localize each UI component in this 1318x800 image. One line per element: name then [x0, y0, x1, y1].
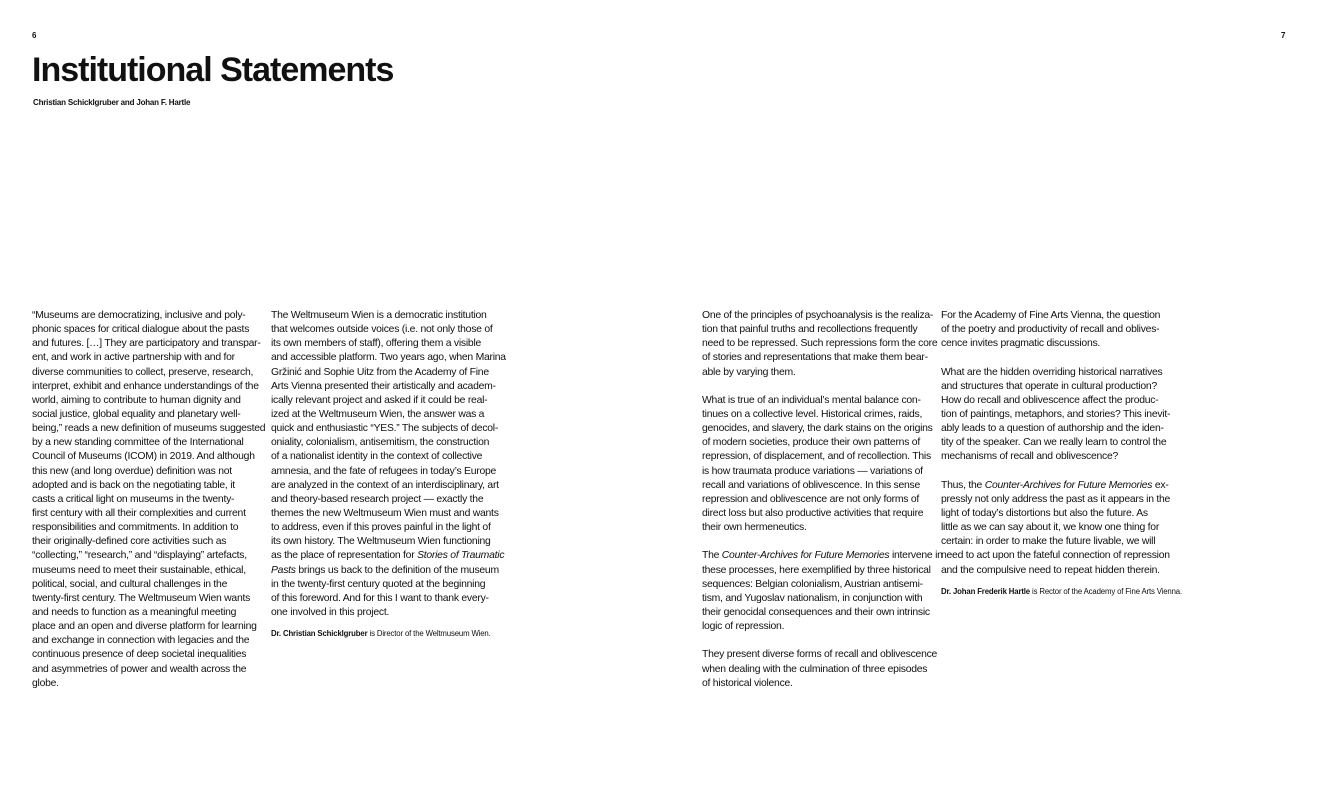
text-line: to address, even if this proves painful in the light of — [271, 522, 491, 534]
text-line: repression, of displacement, and of recollection. This — [702, 451, 931, 463]
text-line: What are the hidden overriding historical narratives — [941, 366, 1163, 378]
column-4-academy-statement — [941, 309, 1182, 597]
text-line: pressly not only address the past as it appears in the — [941, 493, 1171, 505]
text-line: twenty-first century. The Weltmuseum Wien wants — [32, 592, 251, 604]
column-3-psychoanalysis — [702, 309, 943, 691]
text-line: this new (and long overdue) definition was not — [32, 465, 232, 477]
text-line: of this foreword. And for this I want to thank every- — [271, 592, 489, 604]
text-line: world, aiming to contribute to human dignity and — [32, 394, 241, 406]
text-line: when dealing with the culmination of three episodes — [702, 663, 928, 675]
text-line: their originally-defined core activities such as — [32, 536, 227, 548]
signature-hartle — [941, 586, 1182, 597]
text-line: museums need to meet their sustainable, ethical, — [32, 564, 246, 576]
text-line: Arts Vienna presented their artistically and academ- — [271, 380, 496, 392]
text-line: little as we can say about it, we know one thing for — [941, 522, 1160, 534]
text-run: ex- — [1152, 479, 1169, 491]
authors-byline: Christian Schicklgruber and Johan F. Hartle — [33, 98, 191, 107]
paragraph-gap — [941, 351, 1182, 365]
project-title-italic: Counter-Archives for Future Memories — [721, 550, 890, 562]
book-title-italic: Stories of Traumatic — [417, 550, 505, 562]
text-line: that welcomes outside voices (i.e. not only those of — [271, 324, 493, 336]
project-title-italic: Counter-Archives for Future Memories — [984, 479, 1153, 491]
text-line: “collecting,” “research,” and “displaying” artefacts, — [32, 550, 247, 562]
text-line: and exchange in connection with legacies and the — [32, 635, 250, 647]
text-line: and needs to function as a meaningful meeting — [32, 606, 237, 618]
text-line: being,” reads a new definition of museums suggested — [32, 423, 266, 435]
text-line: recall and variations of oblivescence. In this sense — [702, 479, 921, 491]
text-line: tion that painful truths and recollections frequently — [702, 324, 918, 336]
text-line: ized at the Weltmuseum Wien, the answer was a — [271, 408, 485, 420]
text-line: social justice, global equality and planetary well- — [32, 408, 241, 420]
text-line: themes the new Weltmuseum Wien must and wants — [271, 507, 499, 519]
text-line: casts a critical light on museums in the twenty- — [32, 493, 235, 505]
text-run: brings us back to the definition of the museum — [295, 564, 499, 576]
text-line: of modern societies, produce their own patterns of — [702, 437, 920, 449]
text-line: able by varying them. — [702, 366, 796, 378]
text-line: need to act upon the fateful connection of repression — [941, 550, 1170, 562]
text-line — [702, 549, 943, 563]
text-line — [271, 564, 506, 578]
text-line: and futures. […] They are participatory and transpar- — [32, 338, 261, 350]
text-line: its own history. The Weltmuseum Wien functioning — [271, 536, 491, 548]
text-line: one involved in this project. — [271, 606, 390, 618]
text-line: and asymmetries of power and wealth across the — [32, 663, 247, 675]
text-line: and structures that operate in cultural production? — [941, 380, 1157, 392]
text-line: of the poetry and productivity of recall and oblives- — [941, 324, 1160, 336]
text-line: in the twenty-first century quoted at the beginning — [271, 578, 486, 590]
text-run: intervene in — [889, 550, 943, 562]
text-line: genocides, and slavery, the dark stains on the origins — [702, 423, 933, 435]
text-line — [271, 549, 506, 563]
text-line — [941, 479, 1182, 493]
text-line: sequences: Belgian colonialism, Austrian antisemi- — [702, 578, 923, 590]
text-line: tity of the speaker. Can we really learn to control the — [941, 437, 1167, 449]
text-line: tinues on a collective level. Historical crimes, raids, — [702, 408, 923, 420]
text-line: their genocidal consequences and their own intrinsic — [702, 606, 930, 618]
text-run: as the place of representation for — [271, 550, 418, 562]
text-line: quick and enthusiastic “YES.” The subjects of decol- — [271, 423, 499, 435]
text-line: “Museums are democratizing, inclusive and poly- — [32, 310, 246, 321]
text-line: diverse communities to collect, preserve, research, — [32, 366, 254, 378]
paragraph-gap — [702, 380, 943, 394]
text-line: repression and oblivescence are not only forms of — [702, 493, 920, 505]
text-line: continuous presence of deep societal inequalities — [32, 649, 247, 661]
signature-role: is Director of the Weltmuseum Wien. — [367, 629, 491, 639]
text-line: and accessible platform. Two years ago, when Marina — [271, 352, 506, 364]
signature-name: Dr. Christian Schicklgruber — [271, 629, 368, 639]
text-line: amnesia, and the fate of refugees in today’s Europe — [271, 465, 497, 477]
page-title: Institutional Statements — [32, 51, 394, 89]
text-line: first century with all their complexities and current — [32, 507, 246, 519]
text-line: light of today’s distortions but also the future. As — [941, 507, 1148, 519]
text-line: and the compulsive need to repeat hidden therein. — [941, 564, 1160, 576]
text-line: are analyzed in the context of an interdisciplinary, art — [271, 479, 499, 491]
text-line: logic of repression. — [702, 621, 785, 633]
text-run: The — [702, 550, 722, 562]
text-line: ably leads to a question of authorship and the iden- — [941, 423, 1164, 435]
text-line: is how traumata produce variations — variations of — [702, 465, 923, 477]
text-line: tism, and Yugoslav nationalism, in conjunction with — [702, 592, 923, 604]
signature-schicklgruber — [271, 628, 506, 639]
paragraph-gap — [941, 465, 1182, 479]
signature-role: is Rector of the Academy of Fine Arts Vienna. — [1029, 586, 1182, 596]
text-line: ically relevant project and asked if it could be real- — [271, 394, 488, 406]
text-line: phonic spaces for critical dialogue about the pasts — [32, 324, 250, 336]
text-line: For the Academy of Fine Arts Vienna, the question — [941, 310, 1161, 321]
text-line: cence invites pragmatic discussions. — [941, 338, 1101, 350]
text-line: their own hermeneutics. — [702, 522, 807, 534]
text-line: its own members of staff), offering them a visible — [271, 338, 482, 350]
text-line: certain: in order to make the future livable, we will — [941, 536, 1156, 548]
text-run: Thus, the — [941, 479, 985, 491]
page-number-left: 6 — [32, 31, 37, 40]
text-line: What is true of an individual’s mental balance con- — [702, 394, 921, 406]
signature-name: Dr. Johan Frederik Hartle — [941, 586, 1030, 596]
column-1-icom-quote — [32, 309, 265, 691]
page-number-right: 7 — [1281, 31, 1286, 40]
text-line: adopted and is back on the negotiating table, it — [32, 479, 235, 491]
text-line: oniality, colonialism, antisemitism, the construction — [271, 437, 490, 449]
text-line: need to be repressed. Such repressions form the core — [702, 338, 938, 350]
text-line: and theory-based research project — exactly the — [271, 493, 484, 505]
text-line: these processes, here exemplified by three historical — [702, 564, 931, 576]
text-line: ent, and work in active partnership with and for — [32, 352, 235, 364]
paragraph-gap — [702, 535, 943, 549]
text-line: interpret, exhibit and enhance understandings of the — [32, 380, 259, 392]
text-line: place and an open and diverse platform for learning — [32, 621, 257, 633]
paragraph-gap — [702, 634, 943, 648]
text-line: of historical violence. — [702, 677, 793, 689]
text-line: responsibilities and commitments. In addition to — [32, 522, 239, 534]
text-line: The Weltmuseum Wien is a democratic institution — [271, 310, 487, 321]
text-line: How do recall and oblivescence affect the produc- — [941, 394, 1159, 406]
book-title-italic: Pasts — [271, 564, 296, 576]
text-line: They present diverse forms of recall and oblivescence — [702, 649, 938, 661]
text-line: of stories and representations that make them bear- — [702, 352, 928, 364]
text-line: direct loss but also productive activities that require — [702, 507, 924, 519]
text-line: Gržinić and Sophie Uitz from the Academy of Fine — [271, 366, 489, 378]
text-line: tion of paintings, metaphors, and stories? This inevit- — [941, 408, 1171, 420]
text-line: Council of Museums (ICOM) in 2019. And although — [32, 451, 255, 463]
text-line: One of the principles of psychoanalysis is the realiza- — [702, 310, 934, 321]
text-line: political, social, and cultural challenges in the — [32, 578, 228, 590]
text-line: by a new standing committee of the International — [32, 437, 244, 449]
column-2-weltmuseum-statement — [271, 309, 506, 639]
text-line: of a nationalist identity in the context of collective — [271, 451, 483, 463]
text-line: mechanisms of recall and oblivescence? — [941, 451, 1119, 463]
text-line: globe. — [32, 677, 59, 689]
